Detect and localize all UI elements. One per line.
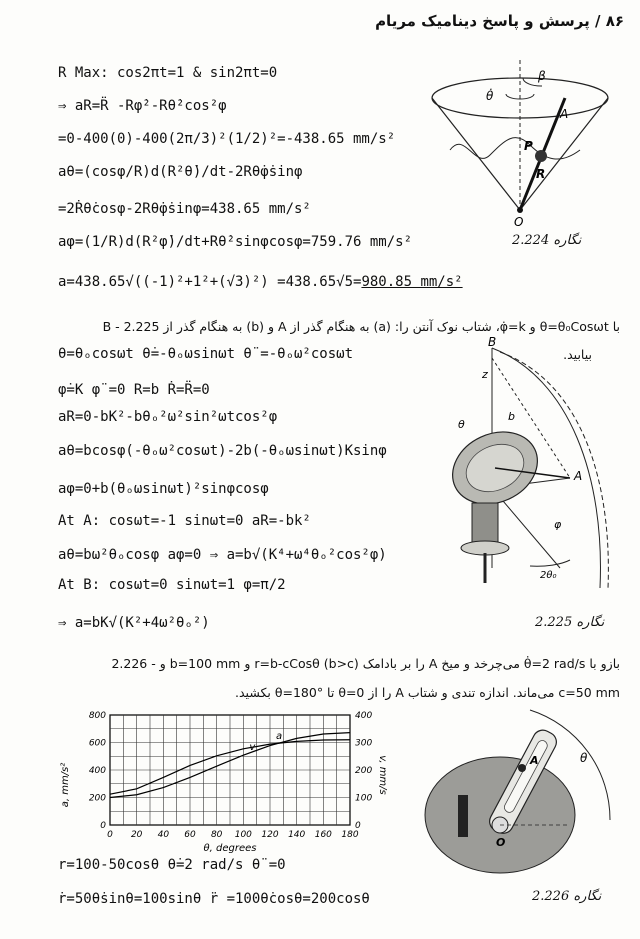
eq-225-5: aφ=0+b(θₒωsinωt)²sinφcosφ [58,481,269,497]
figure-226-chart [60,705,390,855]
origin-label-226: O [496,836,506,849]
theta-dot-label: θ̇ [486,89,494,103]
y-tick-label: 600 [88,738,106,749]
series-label-v: v [249,742,256,754]
point-a-label-225: A [574,469,583,483]
eq-224-3: =0-400(0)-400(2π/3)²(1/2)²=-438.65 mm/s² [58,131,396,147]
problem-226-line1: بازو با θ̇=2 rad/s می‌چرخد و میخ A را بر بادامک r=b-cCosθ (b>c) و b=100 mm و - 2.226 [111,656,620,671]
eq-224-5: =2Ṙθ̇cosφ-2Rθ̇φ̇sinφ=438.65 mm/s² [58,201,311,217]
eq-224-2: ⇒ aR=R̈ -Rφ̇²-Rθ̇²cos²φ [58,98,227,114]
eq-225-2: φ̇=K φ̈ =0 R=b Ṙ=R̈=0 [58,382,210,398]
x-tick-label: 140 [288,830,306,840]
y-axis-label: a, mm/s² [60,762,71,808]
book-title: پرسش و پاسخ دینامیک مریام [375,12,590,30]
r-label: R [536,167,546,181]
x-tick-label: 180 [341,830,359,840]
point-a-label: A [560,107,569,121]
x-tick-label: 40 [157,830,170,840]
problem-226-line2: c=50 mm می‌ماند. اندازه تندی و شتاب A را از θ=0 تا θ=180° بکشید. [235,685,620,700]
eq-224-7 [58,273,463,291]
y2-tick-label: 200 [355,766,373,776]
x-tick-label: 20 [130,830,143,840]
x-tick-label: 80 [210,830,223,840]
eq-224-1: R Max: cos2πt=1 & sin2πt=0 [58,65,278,81]
eq-225-1: θ=θₒcosωt θ̇=-θₒωsinωt θ̈ =-θₒω²cosωt [58,346,354,362]
x-axis-label: θ, degrees [203,843,257,854]
figure-226-cam [420,700,620,870]
point-a-label-226: A [530,754,539,767]
point-b-label: B [488,335,497,349]
x-tick-label: 60 [184,830,196,840]
y2-tick-label: 0 [355,821,361,831]
eq-224-4: aθ=(cosφ/R)d(R²θ̇)/dt-2Rθ̇φ̇sinφ [58,164,303,180]
eq-225-7: aθ=bω²θₒcosφ aφ=0 ⇒ a=b√(K⁴+ω⁴θₒ²cos²φ) [58,547,387,563]
y2-tick-label: 400 [355,711,373,721]
x-tick-label: 0 [107,830,113,840]
eq-225-8: At B: cosωt=0 sinωt=1 φ=π/2 [58,577,286,593]
theta-label-226: θ [580,751,588,765]
x-tick-label: 160 [314,830,332,840]
final-answer-224: 980.85 mm/s² [361,274,463,290]
point-p-label: P [524,139,533,153]
x-tick-label: 100 [234,830,252,840]
eq-224-7-lhs: a=438.65√((-1)²+1²+(√3)²) =438.65√5= [58,274,362,290]
eq-224-6: aφ=(1/R)d(R²φ̇)/dt+Rθ̇²sinφcosφ=759.76 mm/s² [58,234,413,250]
eq-225-3: aR=0-bK²-bθₒ²ω²sin²ωtcos²φ [58,409,278,425]
problem-225-line1: با θ=θ₀Cosωt و φ̇=k، شتاب نوک آنتن را: (a) به هنگام گذر از A و (b) به هنگام گذر از B - 2.225 [102,319,620,334]
problem-226-text: بازو با θ̇=2 rad/s می‌چرخد و میخ A را بر بادامک r=b-cCosθ (b>c) و b=100 mm و [159,656,620,671]
eq-225-4: aθ=bcosφ(-θₒω²cosωt)-2b(-θₒωsinωt)Ksinφ [58,443,387,459]
phi-label: φ [554,518,562,531]
two-theta0-label: 2θ₀ [540,570,557,581]
caption-225: نگاره 2.225 [535,615,605,630]
caption-224: نگاره 2.224 [512,233,582,248]
b-length-label: b [508,410,515,423]
y-tick-label: 200 [88,793,106,804]
figure-224-cone [420,60,630,230]
y2-tick-label: 100 [355,793,373,804]
page-number: ۸۶ [605,12,624,30]
eq-225-9: ⇒ a=bK√(K²+4ω²θₒ²) [58,615,210,631]
y2-tick-label: 300 [355,738,373,749]
eq-225-6: At A: cosωt=-1 sinωt=0 aR=-bk² [58,513,311,529]
y2-axis-label: v, mm/s [377,755,388,795]
theta-label-225: θ [458,418,465,431]
problem-226-number: 2.226 [111,656,148,671]
problem-225-number: 2.225 [123,319,160,334]
eq-226-2: ṙ=50θ̇sinθ=100sinθ r̈ =100θ̇cosθ=200cosθ [58,891,370,907]
y-tick-label: 0 [100,821,106,831]
beta-label: β [538,69,546,83]
caption-226: نگاره 2.226 [532,889,602,904]
page-divider: / [589,12,601,30]
problem-225-text: با θ=θ₀Cosωt و φ̇=k، شتاب نوک آنتن را: (a) به هنگام گذر از A و (b) به هنگام گذر از B [102,319,620,334]
z-axis-label: z [482,368,488,381]
origin-label: O [514,215,524,229]
x-tick-label: 120 [261,830,279,840]
y-tick-label: 400 [88,766,106,776]
series-label-a: a [276,731,283,743]
problem-225-line2: بیابید. [563,347,592,362]
eq-226-1: r=100-50cosθ θ̇=2 rad/s θ̈ =0 [58,857,286,873]
y-tick-label: 800 [88,711,106,721]
figure-225-antenna [420,335,620,593]
